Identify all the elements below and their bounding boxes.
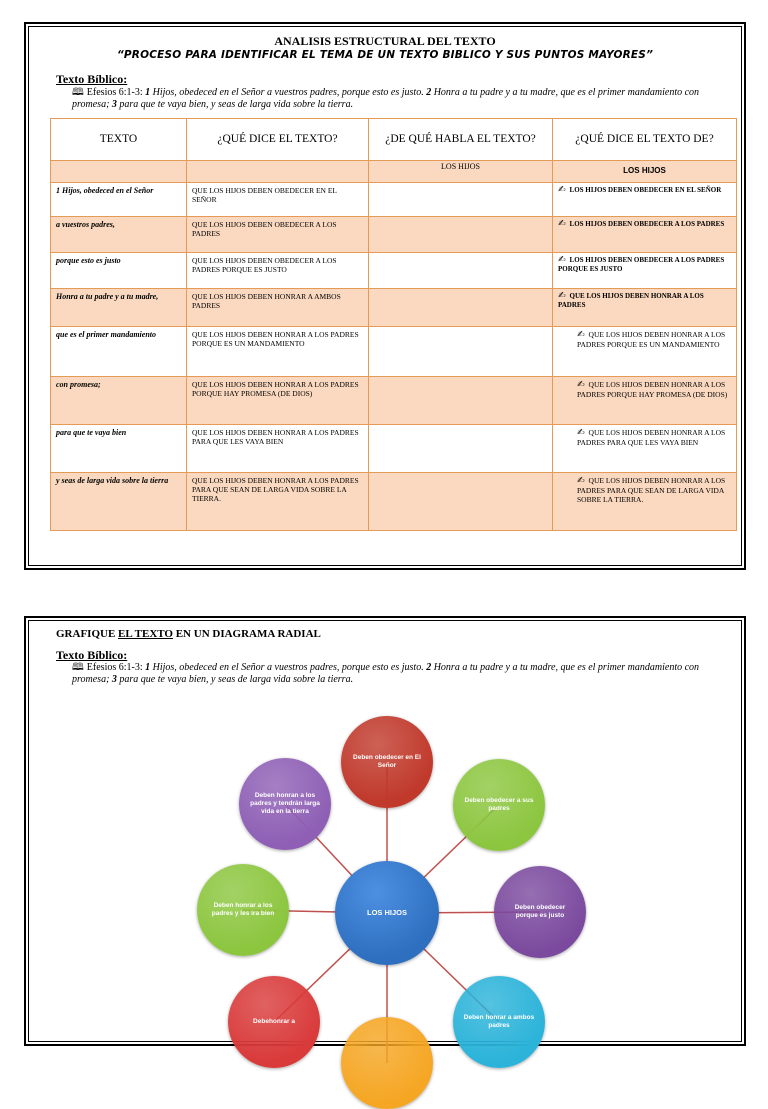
page-title: ANALISIS ESTRUCTURAL DEL TEXTO — [274, 34, 496, 48]
diagram-node — [239, 758, 331, 850]
bible-passage — [72, 87, 712, 111]
diagram-node — [197, 864, 289, 956]
analysis-page — [24, 22, 746, 570]
node-label: Deben obedecer porque es justo — [514, 904, 566, 919]
texto-cell: Honra a tu padre y a tu madre, — [51, 289, 187, 327]
dice-de-text: QUE LOS HIJOS DEBEN HONRAR A LOS PADRES PARA QUE SEAN DE LARGA VIDA SOBRE LA TIERRA. — [577, 476, 726, 504]
center-label: LOS HIJOS — [366, 908, 407, 917]
dice-cell: QUE LOS HIJOS DEBEN HONRAR A LOS PADRES PARA QUE SEAN DE LARGA VIDA SOBRE LA TIERRA. — [187, 473, 369, 531]
verse-text: Hijos, obedeced en el Señor a vuestros padres, porque esto es justo. — [152, 87, 424, 98]
pen-icon: ✍ — [558, 255, 566, 265]
verse-number: 3 — [111, 99, 117, 110]
title-part: GRAFIQUE — [56, 628, 116, 640]
dice-de-text: QUE LOS HIJOS DEBEN HONRAR A LOS PADRES PORQUE HAY PROMESA (DE DIOS) — [577, 380, 728, 399]
dice-de-cell — [553, 289, 737, 327]
diagram-node — [341, 716, 433, 808]
dice-de-cell — [553, 473, 737, 531]
title-part: EL TEXTO — [118, 628, 173, 640]
dice-cell: QUE LOS HIJOS DEBEN HONRAR A AMBOS PADRES — [187, 289, 369, 327]
verse-number: 3 — [111, 674, 117, 685]
dice-de-text: LOS HIJOS DEBEN OBEDECER EN EL SEÑOR — [569, 186, 722, 194]
habla-cell — [369, 377, 553, 425]
texto-cell: porque esto es justo — [51, 253, 187, 289]
texto-cell: y seas de larga vida sobre la tierra — [51, 473, 187, 531]
table-row — [51, 425, 737, 473]
dice-de-text: QUE LOS HIJOS DEBEN HONRAR A LOS PADRES PARA QUE LES VAYA BIEN — [577, 428, 726, 447]
pen-icon: ✍ — [558, 185, 566, 195]
dice-de-cell — [553, 327, 737, 377]
verse-number: 2 — [426, 662, 432, 673]
dice-cell: QUE LOS HIJOS DEBEN OBEDECER A LOS PADRES — [187, 217, 369, 253]
column-header: ¿DE QUÉ HABLA EL TEXTO? — [369, 119, 553, 161]
pen-icon: ✍ — [577, 428, 585, 438]
table-row — [51, 253, 737, 289]
node-label: Deben obedecer a sus padres — [464, 797, 534, 812]
book-icon: 🕮 — [72, 662, 84, 673]
diagram-node — [228, 976, 320, 1068]
column-header: TEXTO — [51, 119, 187, 161]
table-row — [51, 183, 737, 217]
habla-cell — [369, 217, 553, 253]
dice-de-cell — [553, 425, 737, 473]
dice-cell: QUE LOS HIJOS DEBEN HONRAR A LOS PADRES PORQUE HAY PROMESA (DE DIOS) — [187, 377, 369, 425]
table-cell — [51, 161, 187, 183]
table-row — [51, 289, 737, 327]
table-row — [51, 217, 737, 253]
texto-cell: para que te vaya bien — [51, 425, 187, 473]
dice-de-text: LOS HIJOS DEBEN OBEDECER A LOS PADRES — [569, 220, 725, 228]
habla-cell — [369, 253, 553, 289]
texto-cell: 1 Hijos, obedeced en el Señor — [51, 183, 187, 217]
center-node — [335, 861, 439, 965]
book-icon: 🕮 — [72, 87, 84, 98]
verse-text: para que te vaya bien, y seas de larga vida sobre la tierra. — [119, 99, 354, 110]
bible-ref: Efesios 6:1-3: — [86, 87, 143, 98]
pen-icon: ✍ — [577, 380, 585, 390]
dice-cell: QUE LOS HIJOS DEBEN OBEDECER A LOS PADRES PORQUE ES JUSTO — [187, 253, 369, 289]
dice-de-cell — [553, 183, 737, 217]
bible-text-label: Texto Bíblico: — [56, 648, 128, 662]
dice-de-cell — [553, 377, 737, 425]
diagram-node — [453, 976, 545, 1068]
bible-text-label: Texto Bíblico: — [56, 72, 128, 86]
pen-icon: ✍ — [558, 291, 566, 301]
verse-text: Honra a tu padre y a tu madre, que es el primer mandamiento con promesa; — [72, 662, 700, 685]
pen-icon: ✍ — [558, 219, 566, 229]
verse-text: Hijos, obedeced en el Señor a vuestros padres, porque esto es justo. — [152, 662, 424, 673]
dice-de-cell — [553, 253, 737, 289]
table-row — [51, 473, 737, 531]
diagram-node — [453, 759, 545, 851]
dice-de-cell — [553, 217, 737, 253]
dice-cell: QUE LOS HIJOS DEBEN HONRAR A LOS PADRES PORQUE ES UN MANDAMIENTO — [187, 327, 369, 377]
dice-cell: QUE LOS HIJOS DEBEN HONRAR A LOS PADRES PARA QUE LES VAYA BIEN — [187, 425, 369, 473]
dice-de-text: QUE LOS HIJOS DEBEN HONRAR A LOS PADRES PORQUE ES UN MANDAMIENTO — [577, 330, 726, 349]
dice-de-text: QUE LOS HIJOS DEBEN HONRAR A LOS PADRES — [558, 292, 704, 309]
column-header: ¿QUÉ DICE EL TEXTO DE? — [553, 119, 737, 161]
node-label: Deben obedecer en El Señor — [353, 754, 421, 769]
habla-cell — [369, 327, 553, 377]
bible-ref: Efesios 6:1-3: — [86, 662, 143, 673]
analysis-table — [50, 118, 737, 531]
verse-number: 2 — [426, 87, 432, 98]
table-cell — [187, 161, 369, 183]
node-label: Debehonrar a — [253, 1018, 295, 1025]
connector-lines — [26, 618, 748, 1048]
title-part: EN UN DIAGRAMA RADIAL — [175, 628, 321, 640]
pen-icon: ✍ — [577, 330, 585, 340]
verse-text: para que te vaya bien, y seas de larga vida sobre la tierra. — [119, 674, 354, 685]
verse-number: 1 — [145, 87, 151, 98]
table-row — [51, 327, 737, 377]
verse-text: Honra a tu padre y a tu madre, que es el primer mandamiento con promesa; — [72, 87, 700, 110]
node-label: Deben honran a los padres y tendrán larga vida en la tierra — [250, 792, 320, 815]
habla-cell — [369, 473, 553, 531]
table-subheader-row — [51, 161, 737, 183]
texto-cell: que es el primer mandamiento — [51, 327, 187, 377]
page-subtitle: “PROCESO PARA IDENTIFICAR EL TEMA DE UN TEXTO BIBLICO Y SUS PUNTOS MAYORES” — [116, 49, 654, 61]
texto-cell: a vuestros padres, — [51, 217, 187, 253]
node-label: Deben honrar a ambos padres — [463, 1014, 535, 1029]
column-header: ¿QUÉ DICE EL TEXTO? — [187, 119, 369, 161]
table-row — [51, 377, 737, 425]
habla-cell — [369, 289, 553, 327]
verse-number: 1 — [145, 662, 151, 673]
node-label: Deben honrar a los padres y les ira bien — [211, 902, 275, 917]
texto-cell: con promesa; — [51, 377, 187, 425]
habla-cell — [369, 183, 553, 217]
diagram-node — [494, 866, 586, 958]
diagram-page — [24, 616, 746, 1046]
dice-cell: QUE LOS HIJOS DEBEN OBEDECER EN EL SEÑOR — [187, 183, 369, 217]
dice-de-text: LOS HIJOS DEBEN OBEDECER A LOS PADRES PORQUE ES JUSTO — [558, 256, 725, 273]
table-header-row — [51, 119, 737, 161]
diagram-node — [341, 1017, 433, 1109]
habla-cell — [369, 425, 553, 473]
topic-cell: LOS HIJOS — [369, 161, 553, 183]
pen-icon: ✍ — [577, 476, 585, 486]
radial-diagram — [26, 618, 748, 1048]
topic-cell: LOS HIJOS — [553, 161, 737, 183]
